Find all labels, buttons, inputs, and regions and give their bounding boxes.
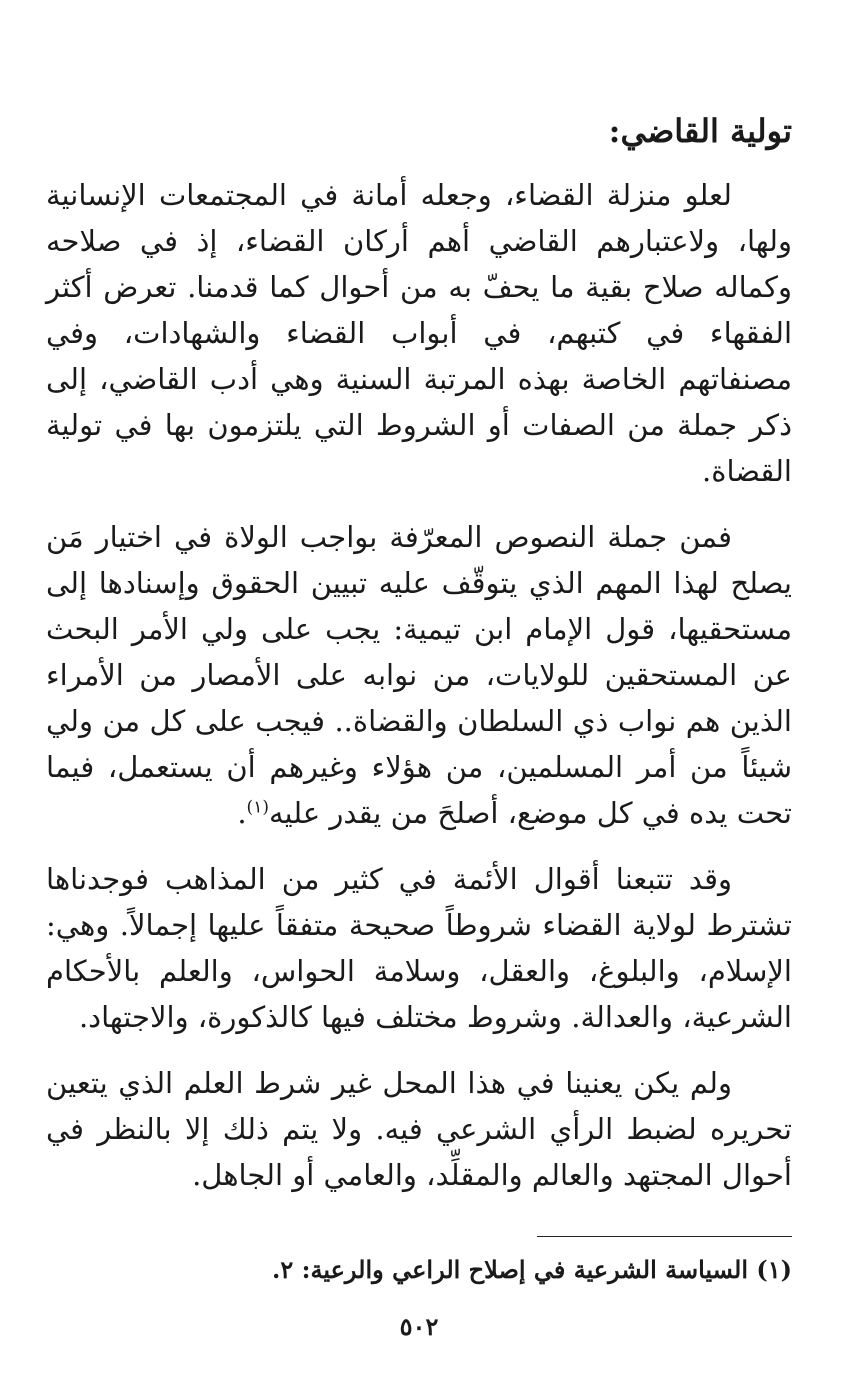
section-heading: تولية القاضي: <box>608 112 792 150</box>
paragraph-2 <box>46 514 792 836</box>
document-page <box>46 100 792 1384</box>
paragraph-2-end: . <box>237 796 247 830</box>
page-number: ٥٠٢ <box>399 1312 439 1341</box>
paragraph-1: لعلو منزلة القضاء، وجعله أمانة في المجتمعات الإنسانية ولها، ولاعتبارهم القاضي أهم أركان القضاء، إذ في صلاحه وكماله صلاح بقية ما يحفّ به من أحوال كما قدمنا. تعرض أكثر الفقهاء في كتبهم، في أبواب القضاء والشهادات، وفي مصنفاتهم الخاصة بهذه المرتبة السنية وهي أدب القاضي، إلى ذكر جملة من الصفات أو الشروط التي يلتزمون بها في تولية القضاة. <box>46 178 792 488</box>
paragraph-4: ولم يكن يعنينا في هذا المحل غير شرط العلم الذي يتعين تحريره لضبط الرأي الشرعي فيه. ولا يتم ذلك إلا بالنظر في أحوال المجتهد والعالم والمقلِّد، والعامي أو الجاهل. <box>46 1066 792 1192</box>
paragraph-2-text: فمن جملة النصوص المعرّفة بواجب الولاة في اختيار مَن يصلح لهذا المهم الذي يتوقّف عليه تبيين الحقوق وإسنادها إلى مستحقيها، قول الإمام ابن تيمية: يجب على ولي الأمر البحث عن المستحقين للولايات، من نوابه على الأمصار من الأمراء الذين هم نواب ذي السلطان والقضاة.. فيجب على كل من ولي شيئاً من أمر المسلمين، من هؤلاء وغيرهم أن يستعمل، فيما تحت يده في كل موضع، أصلحَ من يقدر عليه <box>46 520 792 830</box>
footnote-reference: (١) <box>246 797 269 818</box>
footnote-separator <box>537 1236 792 1237</box>
footnote: (١) السياسة الشرعية في إصلاح الراعي والرعية: ٢. <box>272 1255 792 1284</box>
paragraph-3: وقد تتبعنا أقوال الأئمة في كثير من المذاهب فوجدناها تشترط لولاية القضاء شروطاً صحيحة متفقاً عليها إجمالاً. وهي: الإسلام، والبلوغ، والعقل، وسلامة الحواس، والعلم بالأحكام الشرعية، والعدالة. وشروط مختلف فيها كالذكورة، والاجتهاد. <box>46 862 792 1034</box>
